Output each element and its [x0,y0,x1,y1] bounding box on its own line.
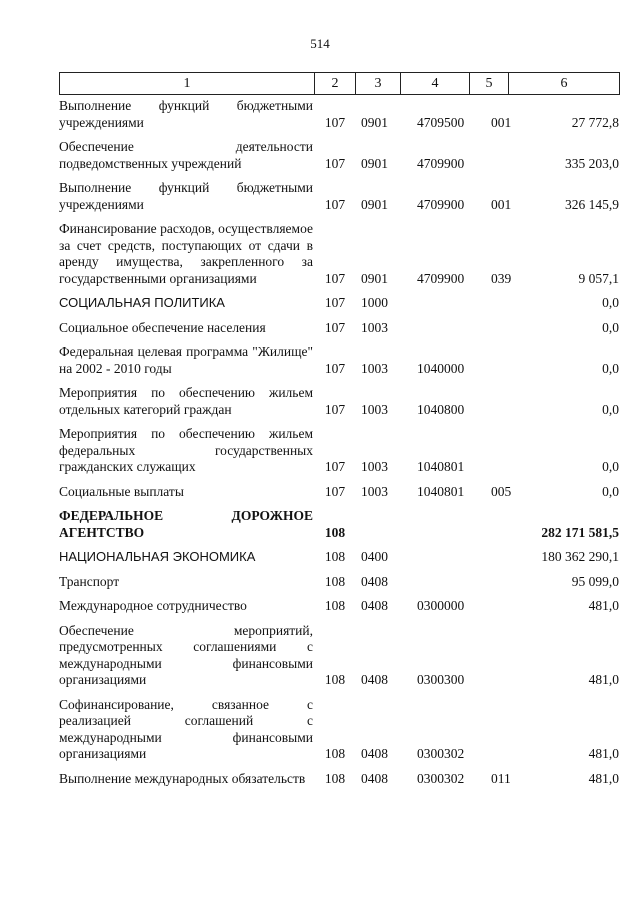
header-col-2: 2 [315,73,356,95]
row-code-2: 107 [324,459,346,474]
table-row [59,771,619,788]
row-code-3: 0901 [361,155,388,171]
header-col-1: 1 [60,73,315,95]
row-name: Финансирование расходов, осуществляемое за счет средств, поступающих от сдачи в аренду имущества, закрепленного за государственными организациями [59,221,313,286]
budget-table-body [59,98,619,795]
row-code-3: 0408 [361,598,388,613]
row-amount: 0,0 [602,401,619,417]
row-code-3: 0408 [361,573,388,589]
row-name: Транспорт [59,573,120,589]
row-code-3: 0408 [361,770,388,786]
row-code-2: 108 [324,549,346,564]
table-row [59,508,619,541]
row-name: Софинансирование, связанное с реализацией соглашений с международными финансовыми организациями [59,696,313,761]
row-code-2: 108 [324,598,346,613]
row-code-2: 108 [324,524,346,540]
header-col-3: 3 [356,73,401,95]
row-code-3: 0408 [361,746,388,761]
table-row [59,426,619,476]
row-code-4: 1040801 [417,459,465,474]
table-row [59,697,619,763]
row-name: Международное сотрудничество [59,598,247,613]
row-code-3: 1003 [361,459,388,474]
row-name: СОЦИАЛЬНАЯ ПОЛИТИКА [59,295,225,310]
row-code-2: 107 [324,295,346,310]
row-code-2: 108 [324,672,346,687]
row-amount: 95 099,0 [571,573,619,589]
row-name: Выполнение функций бюджетными учреждениями [59,180,313,212]
row-code-2: 107 [324,483,346,499]
row-amount: 282 171 581,5 [541,524,619,540]
row-code-3: 1003 [361,401,388,417]
row-name: Обеспечение мероприятий, предусмотренных соглашениями с международными финансовыми организациями [59,622,313,687]
row-amount: 0,0 [602,360,619,376]
row-code-4: 1040000 [417,360,465,376]
row-code-3: 0400 [361,549,388,564]
table-row [59,344,619,377]
row-code-4: 0300300 [417,672,465,687]
row-code-5: 039 [491,270,512,286]
table-header [59,72,620,95]
header-col-6: 6 [509,73,620,95]
row-amount: 9 057,1 [578,270,619,286]
row-name: Мероприятия по обеспечению жильем отдельных категорий граждан [59,385,313,417]
row-name: Мероприятия по обеспечению жильем федеральных государственных гражданских служащих [59,426,313,474]
row-amount: 481,0 [588,672,619,687]
row-code-2: 108 [324,770,346,786]
row-amount: 0,0 [602,295,619,310]
row-code-4: 1040800 [417,401,465,417]
row-code-5: 001 [491,196,512,212]
row-code-2: 107 [324,360,346,376]
row-code-3: 1003 [361,319,388,335]
row-code-2: 108 [324,746,346,761]
row-name: Федеральная целевая программа "Жилище" на 2002 - 2010 годы [59,344,313,376]
table-row [59,385,619,418]
row-code-4: 4709900 [417,155,465,171]
row-code-2: 108 [324,573,346,589]
row-code-4: 4709900 [417,196,465,212]
row-code-3: 0901 [361,270,388,286]
row-name: Социальные выплаты [59,483,184,499]
row-code-2: 107 [324,196,346,212]
row-code-2: 107 [324,270,346,286]
table-row [59,484,619,501]
row-amount: 0,0 [602,319,619,335]
page-number: 514 [310,36,330,51]
row-amount: 481,0 [588,598,619,613]
row-code-3: 0901 [361,114,388,130]
table-row [59,221,619,287]
row-name: Выполнение международных обязательств [59,770,306,786]
row-code-5: 005 [491,483,512,499]
table-row [59,98,619,131]
row-name: ФЕДЕРАЛЬНОЕ ДОРОЖНОЕ АГЕНТСТВО [59,508,313,540]
row-code-4: 0300302 [417,746,465,761]
row-code-2: 107 [324,319,346,335]
table-row [59,623,619,689]
row-amount: 0,0 [602,483,619,499]
row-code-2: 107 [324,155,346,171]
row-amount: 27 772,8 [571,114,619,130]
header-col-4: 4 [401,73,470,95]
row-code-3: 1003 [361,360,388,376]
table-row [59,574,619,591]
row-name: Обеспечение деятельности подведомственных учреждений [59,139,313,171]
table-row [59,549,619,566]
row-name: НАЦИОНАЛЬНАЯ ЭКОНОМИКА [59,549,256,564]
row-code-4: 4709500 [417,114,465,130]
row-code-3: 1003 [361,483,388,499]
table-row [59,295,619,312]
table-row [59,180,619,213]
row-code-3: 1000 [361,295,388,310]
row-code-4: 4709900 [417,270,465,286]
row-code-3: 0901 [361,196,388,212]
row-name: Социальное обеспечение населения [59,319,266,335]
row-code-3: 0408 [361,672,388,687]
row-amount: 481,0 [588,770,619,786]
row-code-2: 107 [324,114,346,130]
row-amount: 481,0 [588,746,619,761]
row-amount: 326 145,9 [565,196,619,212]
row-code-4: 0300302 [417,770,465,786]
row-name: Выполнение функций бюджетными учреждениями [59,98,313,130]
row-code-5: 001 [491,114,512,130]
table-row [59,598,619,615]
row-code-4: 0300000 [417,598,465,613]
row-code-5: 011 [491,770,511,786]
header-col-5: 5 [470,73,509,95]
table-row [59,139,619,172]
row-amount: 0,0 [602,459,619,474]
table-row [59,320,619,337]
row-amount: 335 203,0 [565,155,619,171]
row-code-4: 1040801 [417,483,465,499]
row-amount: 180 362 290,1 [541,549,619,564]
row-code-2: 107 [324,401,346,417]
